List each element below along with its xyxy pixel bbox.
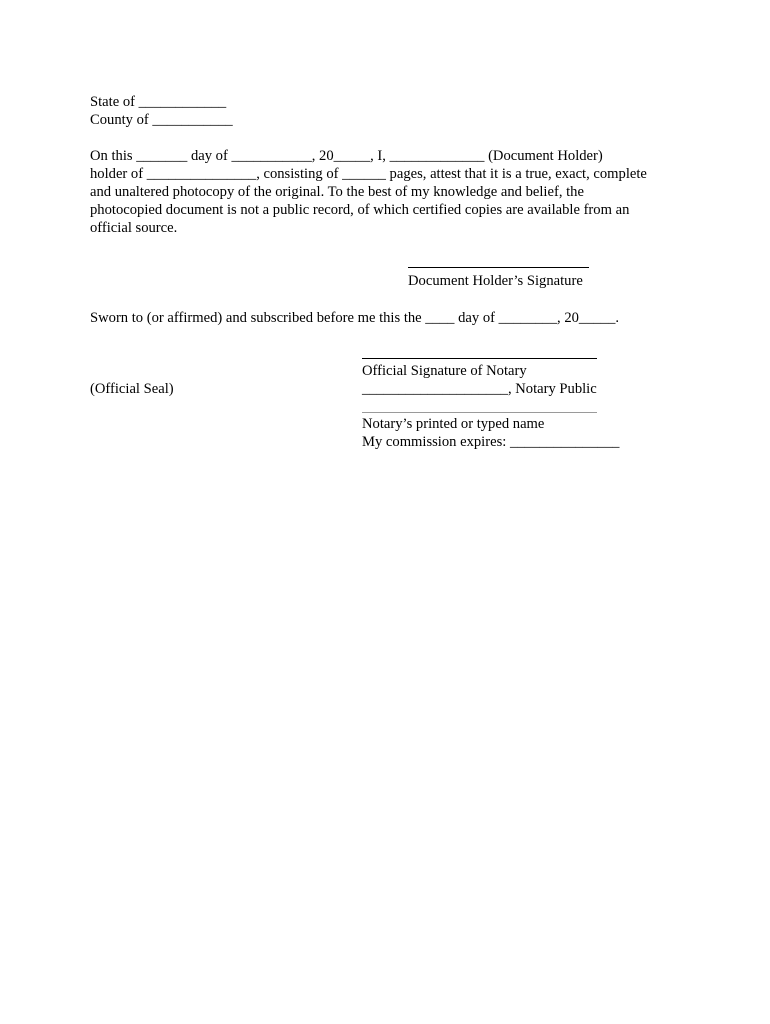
attestation-line-1: On this _______ day of ___________, 20_____, I, _____________ (Document Holder) xyxy=(90,148,603,164)
notary-printed-name-label: Notary’s printed or typed name xyxy=(362,416,545,432)
official-seal-label: (Official Seal) xyxy=(90,381,174,397)
holder-signature-rule xyxy=(408,267,589,268)
notary-signature-label: Official Signature of Notary xyxy=(362,363,527,379)
attestation-line-4: photocopied document is not a public record, of which certified copies are available from an xyxy=(90,202,630,218)
attestation-line-5: official source. xyxy=(90,220,178,236)
notary-signature-rule xyxy=(362,358,597,359)
holder-signature-label: Document Holder’s Signature xyxy=(408,273,583,289)
attestation-line-3: and unaltered photocopy of the original. To the best of my knowledge and belief, the xyxy=(90,184,584,200)
printed-name-rule xyxy=(362,412,597,413)
notary-public-line: ____________________, Notary Public xyxy=(362,381,597,397)
state-of-line: State of ____________ xyxy=(90,94,227,110)
sworn-statement: Sworn to (or affirmed) and subscribed before me this the ____ day of ________, 20_____. xyxy=(90,310,620,326)
county-of-line: County of ___________ xyxy=(90,112,233,128)
commission-expires-line: My commission expires: _______________ xyxy=(362,434,620,450)
attestation-line-2: holder of _______________, consisting of ______ pages, attest that it is a true, exact, complete xyxy=(90,166,647,182)
